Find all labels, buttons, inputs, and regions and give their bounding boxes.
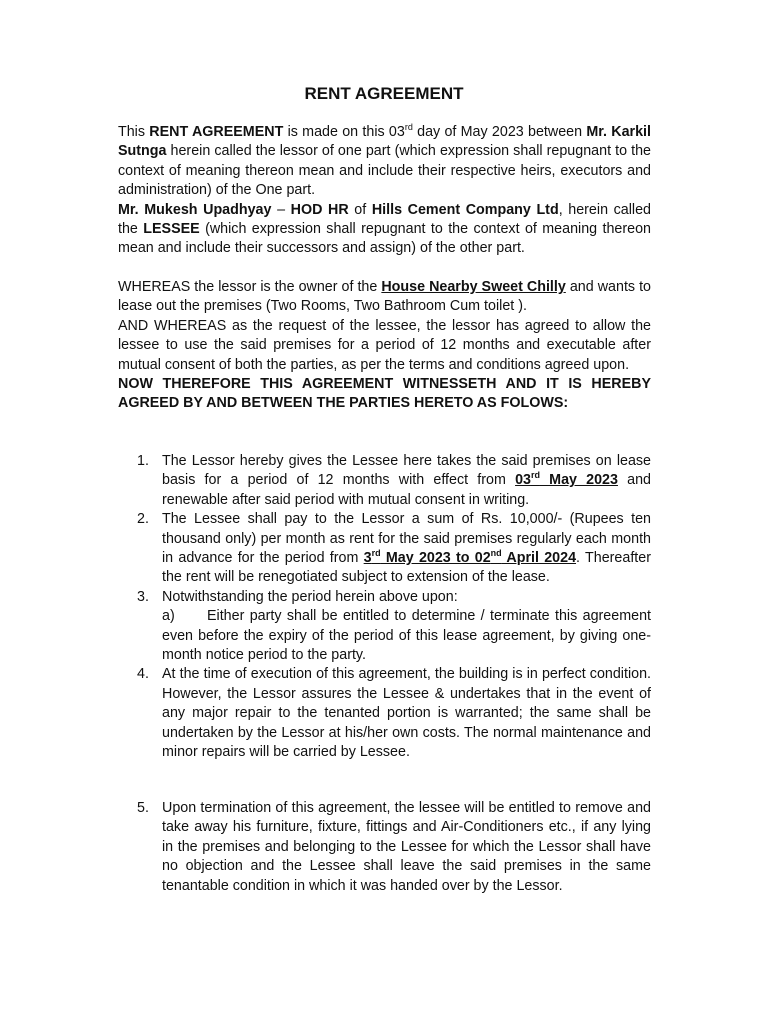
term-number-1: 1. xyxy=(137,453,149,469)
intro-paragraph xyxy=(118,123,651,201)
intro-text-4: herein called the lessor of one part (which expression shall repugnant to the context of meaning thereon mean and include their respective heirs, executors and administration) of the One part. xyxy=(118,143,651,199)
term-2-period xyxy=(364,550,576,566)
whereas-text-2: and wants to lease out the premises (Two Rooms, Two Bathroom Cum toilet ). xyxy=(118,279,651,315)
term-1-date-suffix: rd xyxy=(530,470,540,481)
terms-list xyxy=(118,452,651,763)
term-3-text: Notwithstanding the period herein above upon: xyxy=(162,588,458,605)
lessee-designation: HOD HR xyxy=(290,201,349,218)
term-2-start-suffix: rd xyxy=(371,548,381,559)
term-number-4: 4. xyxy=(137,666,149,683)
intro-agreement-name: RENT AGREEMENT xyxy=(149,124,284,140)
terms-section-continued xyxy=(118,799,651,896)
lessee-company: Hills Cement Company Ltd xyxy=(371,201,559,218)
term-3-sub-text: Either party shall be entitled to determine / terminate this agreement even before the expiry of the period of this lease agreement, by giving one-month notice period to the party. xyxy=(162,608,651,664)
term-1-text: The Lessor hereby gives the Lessee here takes the said premises on lease basis for a period of 12 months with effect from xyxy=(162,453,651,489)
term-item-5 xyxy=(118,799,651,896)
recitals-section xyxy=(118,278,651,414)
lessee-of: of xyxy=(348,201,372,218)
term-2-text-end: . Thereafter the rent will be renegotiated subject to extension of the lease. xyxy=(162,550,651,586)
lessee-text-1: , herein called the xyxy=(118,201,651,238)
premises-name: House Nearby Sweet Chilly xyxy=(381,279,566,295)
term-item-3 xyxy=(118,588,651,666)
intro-text-3: day of May 2023 between xyxy=(412,124,587,140)
term-5-text: Upon termination of this agreement, the lessee will be entitled to remove and take away his furniture, fixture, fittings and Air-Conditioners etc., if any lying in the premises and belonging to the Lessee for which the Lessor shall have no objection and the Lessee shall leave the said premises in the same tenantable condition in which it was handed over by the Lessor. xyxy=(162,800,651,894)
lessor-name: Mr. Karkil Sutnga xyxy=(118,124,651,160)
term-item-4 xyxy=(118,665,651,762)
lessee-text-2: (which expression shall repugnant to the context of meaning thereon mean and include their successors and assign) of the other part. xyxy=(118,221,651,257)
intro-day-suffix: rd xyxy=(404,122,413,132)
lessee-dash: – xyxy=(271,201,291,218)
term-1-text-end: and renewable after said period with mutual consent in writing. xyxy=(162,472,652,508)
intro-text-1: This xyxy=(118,124,150,140)
document-title: RENT AGREEMENT xyxy=(304,84,464,103)
term-number-3: 3. xyxy=(137,588,149,605)
term-1-date-month: May 2023 xyxy=(539,472,618,489)
term-number-2: 2. xyxy=(137,511,149,528)
term-3-sub-label: a) xyxy=(162,608,175,625)
terms-list-continued xyxy=(118,799,651,896)
lessee-paragraph xyxy=(118,201,651,259)
intro-text-2: is made on this 03 xyxy=(283,124,405,140)
now-therefore-clause: NOW THEREFORE THIS AGREEMENT WITNESSETH AND IT IS HEREBY AGREED BY AND BETWEEN THE PARTIES HERETO AS FOLOWS: xyxy=(118,376,651,412)
lessee-name: Mr. Mukesh Upadhyay xyxy=(118,201,272,218)
and-whereas-paragraph: AND WHEREAS as the request of the lessee, the lessor has agreed to allow the lessee to use the said premises for a period of 12 months and executable after mutual consent of both the parties, as per the terms and conditions agreed upon. xyxy=(118,317,651,373)
term-number-5: 5. xyxy=(137,800,149,816)
whereas-paragraph xyxy=(118,278,651,317)
term-2-text: The Lessee shall pay to the Lessor a sum of Rs. 10,000/- (Rupees ten thousand only) per month as rent for the said premises regularly each month in advance for the period from xyxy=(162,511,651,567)
term-1-date-day: 03 xyxy=(515,472,531,489)
term-1-start-date xyxy=(515,472,618,488)
lessee-label: LESSEE xyxy=(143,221,200,238)
term-2-period-mid: May 2023 to 02 xyxy=(380,550,491,567)
terms-section xyxy=(118,452,651,763)
term-item-1 xyxy=(118,452,651,510)
term-item-2 xyxy=(118,510,651,588)
whereas-text-1: WHEREAS the lessor is the owner of the xyxy=(118,279,382,295)
term-2-start-day: 3 xyxy=(363,550,372,567)
parties-section xyxy=(118,123,651,259)
term-4-text: At the time of execution of this agreement, the building is in perfect condition. However, the Lessor assures the Lessee & undertakes that in the event of any major repair to the tenanted portion is warranted; the same shall be undertaken by the Lessor at his/her own costs. The normal maintenance and minor repairs will be carried by Lessee. xyxy=(162,666,651,761)
term-2-end-suffix: nd xyxy=(490,548,502,559)
term-2-end-month: April 2024 xyxy=(501,550,577,567)
